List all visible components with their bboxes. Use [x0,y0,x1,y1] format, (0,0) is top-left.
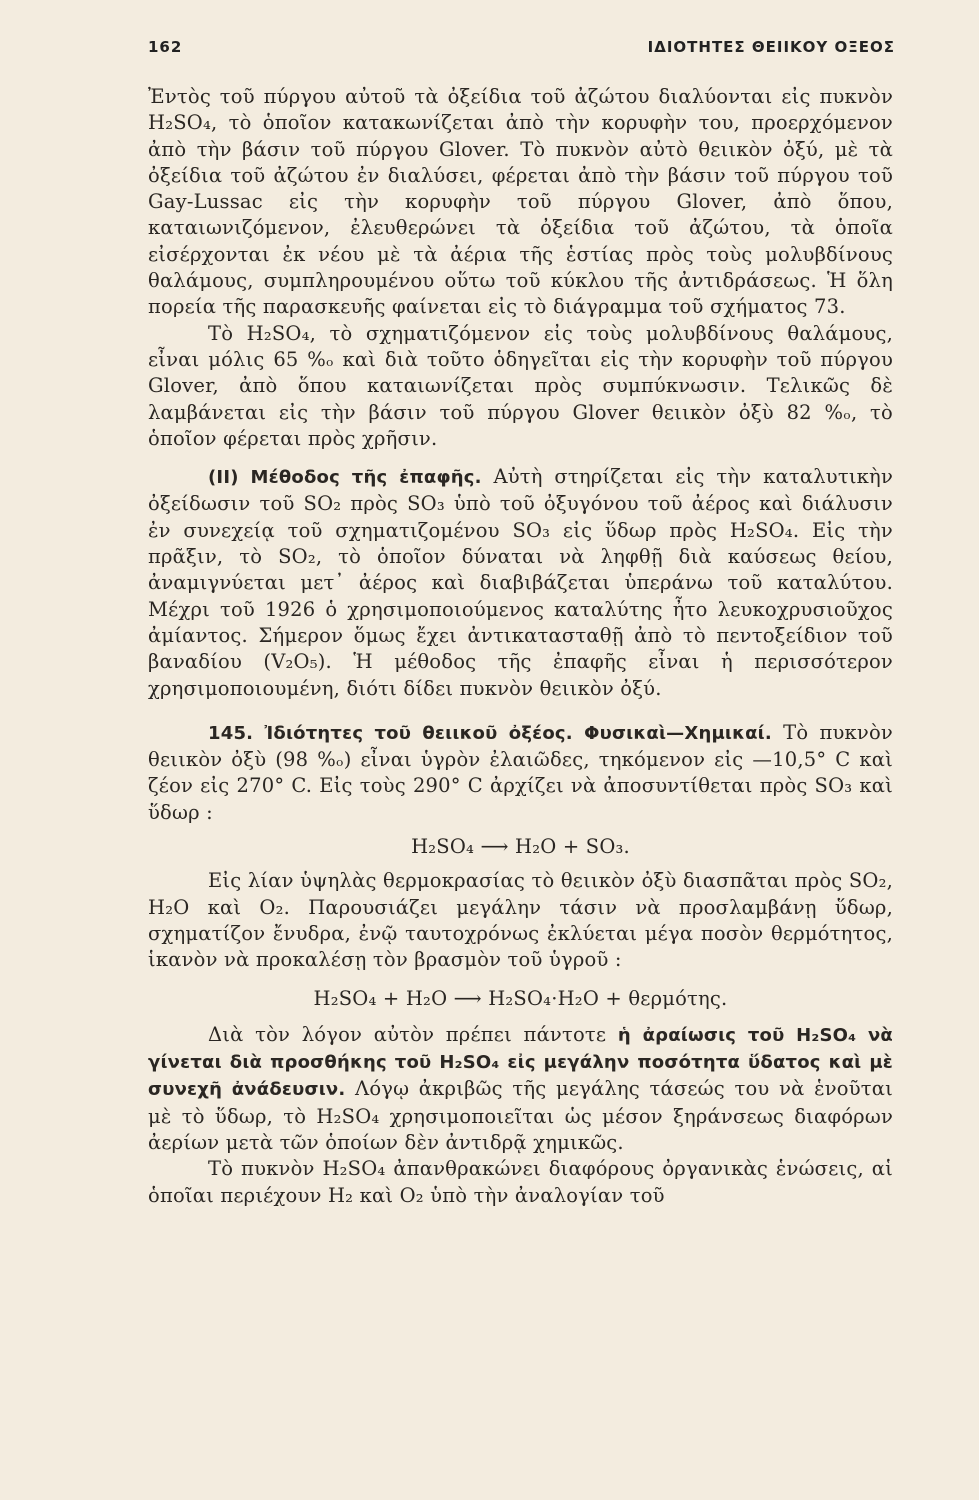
body-text [148,84,893,1209]
dilution-rule: ἡ ἀραίωσις τοῦ H₂SO₄ νὰ γίνεται διὰ προσθήκης τοῦ H₂SO₄ εἰς μεγάλην ποσότητα ὕδατος καὶ μὲ συνεχῆ ἀνάδευσιν. [148,1024,893,1101]
equation-hydration: H₂SO₄ + H₂O ⟶ H₂SO₄·H₂O + θερμότης. [313,986,728,1010]
page-number: 162 [148,38,183,56]
running-title: ΙΔΙΟΤΗΤΕΣ ΘΕΙΙΚΟΥ ΟΞΕΟΣ [647,38,895,56]
dilution-intro: Διὰ τὸν λόγον αὐτὸν πρέπει πάντοτε [208,1022,607,1046]
paragraph-glover-tower: Ἐντὸς τοῦ πύργου αὐτοῦ τὰ ὀξείδια τοῦ ἀζώτου διαλύονται εἰς πυκνὸν H₂SO₄, τὸ ὁποῖον κατακωνίζεται ἀπὸ τὴν κορυφὴν του, προερχόμενον ἀπὸ τὴν βάσιν τοῦ πύργου Glover. Τὸ πυκνὸν αὐτὸ θειικὸν ὀξύ, μὲ τὰ ὀξείδια τοῦ ἀζώτου ἐν διαλύσει, φέρεται ἀπὸ τὴν βάσιν τοῦ πύργου τοῦ Gay-Lussac εἰς τὴν κορυφὴν τοῦ πύργου Glover, ἀπὸ ὅπου, καταιωνιζόμενον, ἐλευθερώνει τὰ ὀξείδια τοῦ ἀζώτου, τὰ ὁποῖα εἰσέρχονται ἐκ νέου μὲ τὰ ἀέρια τῆς ἑστίας πρὸς τοὺς μολυβδίνους θαλάμους, συμπληρουμένου οὕτω τοῦ κύκλου τῆς ἀντιδράσεως. Ἡ ὅλη πορεία τῆς παρασκευῆς φαίνεται εἰς τὸ διάγραμμα τοῦ σχήματος 73. [148,85,893,319]
paragraph-properties [148,720,893,826]
paragraph-carbonization: Τὸ πυκνὸν H₂SO₄ ἀπανθρακώνει διαφόρους ὀργανικὰς ἑνώσεις, αἱ ὁποῖαι περιέχουν H₂ καὶ O₂ ὑπὸ τὴν ἀναλογίαν τοῦ [148,1157,893,1207]
contact-method-text: Αὐτὴ στηρίζεται εἰς τὴν καταλυτικὴν ὀξείδωσιν τοῦ SO₂ πρὸς SO₃ ὑπὸ τοῦ ὀξυγόνου τοῦ ἀέρος καὶ διάλυσιν ἐν συνεχείᾳ τοῦ σχηματιζομένου SO₃ εἰς ὕδωρ πρὸς H₂SO₄. Εἰς τὴν πρᾶξιν, τὸ SO₂, τὸ ὁποῖον δύναται νὰ ληφθῇ διὰ καύσεως θείου, ἀναμιγνύεται μετ᾽ ἀέρος καὶ διαβιβάζεται ὑπεράνω τοῦ καταλύτου. Μέχρι τοῦ 1926 ὁ χρησιμοποιούμενος καταλύτης ἦτο λευκοχρυσιοῦχος ἀμίαντος. Σήμερον ὅμως ἔχει ἀντικατασταθῇ ἀπὸ τὸ πεντοξείδιον τοῦ βαναδίου (V₂O₅). Ἡ μέθοδος τῆς ἐπαφῆς εἶναι ἡ περισσότερον χρησιμοποιουμένη, διότι δίδει πυκνὸν θειικὸν ὀξύ. [148,465,893,700]
contact-method-heading: (ΙΙ) Μέθοδος τῆς ἐπαφῆς. [208,467,482,489]
paragraph-dilution [148,1022,893,1156]
equation-decomposition: H₂SO₄ ⟶ H₂O + SO₃. [411,835,630,859]
drying-agent-text: Λόγῳ ἀκριβῶς τῆς μεγάλης τάσεώς του νὰ ἑνοῦται μὲ τὸ ὕδωρ, τὸ H₂SO₄ χρησιμοποιεῖται ὡς μέσον ξηράνσεως διαφόρων ἀερίων μετὰ τῶν ὁποίων δὲν ἀντιδρᾷ χημικῶς. [148,1077,894,1154]
properties-text: Τὸ πυκνὸν θειικὸν ὀξὺ (98 %ₒ) εἶναι ὑγρὸν ἐλαιῶδες, τηκόμενον εἰς —10,5° C καὶ ζέον εἰς 270° C. Εἰς τοὺς 290° C ἀρχίζει νὰ ἀποσυντίθεται πρὸς SO₃ καὶ ὕδωρ : [148,720,893,824]
paragraph-concentration: Τὸ H₂SO₄, τὸ σχηματιζόμενον εἰς τοὺς μολυβδίνους θαλάμους, εἶναι μόλις 65 %ₒ καὶ διὰ τοῦτο ὁδηγεῖται εἰς τὴν κορυφὴν τοῦ πύργου Glover, ἀπὸ ὅπου καταιωνίζεται πρὸς συμπύκνωσιν. Τελικῶς δὲ λαμβάνεται εἰς τὴν βάσιν τοῦ πύργου Glover θειικὸν ὀξὺ 82 %ₒ, τὸ ὁποῖον φέρεται πρὸς χρῆσιν. [148,321,893,450]
section-145-heading: 145. Ἰδιότητες τοῦ θειικοῦ ὀξέος. Φυσικαὶ—Χημικαί. [208,722,772,744]
page-header [148,38,895,56]
paragraph-high-temperature: Εἰς λίαν ὑψηλὰς θερμοκρασίας τὸ θειικὸν ὀξὺ διασπᾶται πρὸς SO₂, H₂O καὶ O₂. Παρουσιάζει μεγάλην τάσιν νὰ προσλαμβάνῃ ὕδωρ, σχηματίζον ἔνυδρα, ἐνῷ ταυτοχρόνως ἐκλύεται μέγα ποσὸν θερμότητος, ἱκανὸν νὰ προκαλέσῃ τὸν βρασμὸν τοῦ ὑγροῦ : [148,869,893,972]
paragraph-contact-method [148,464,893,702]
